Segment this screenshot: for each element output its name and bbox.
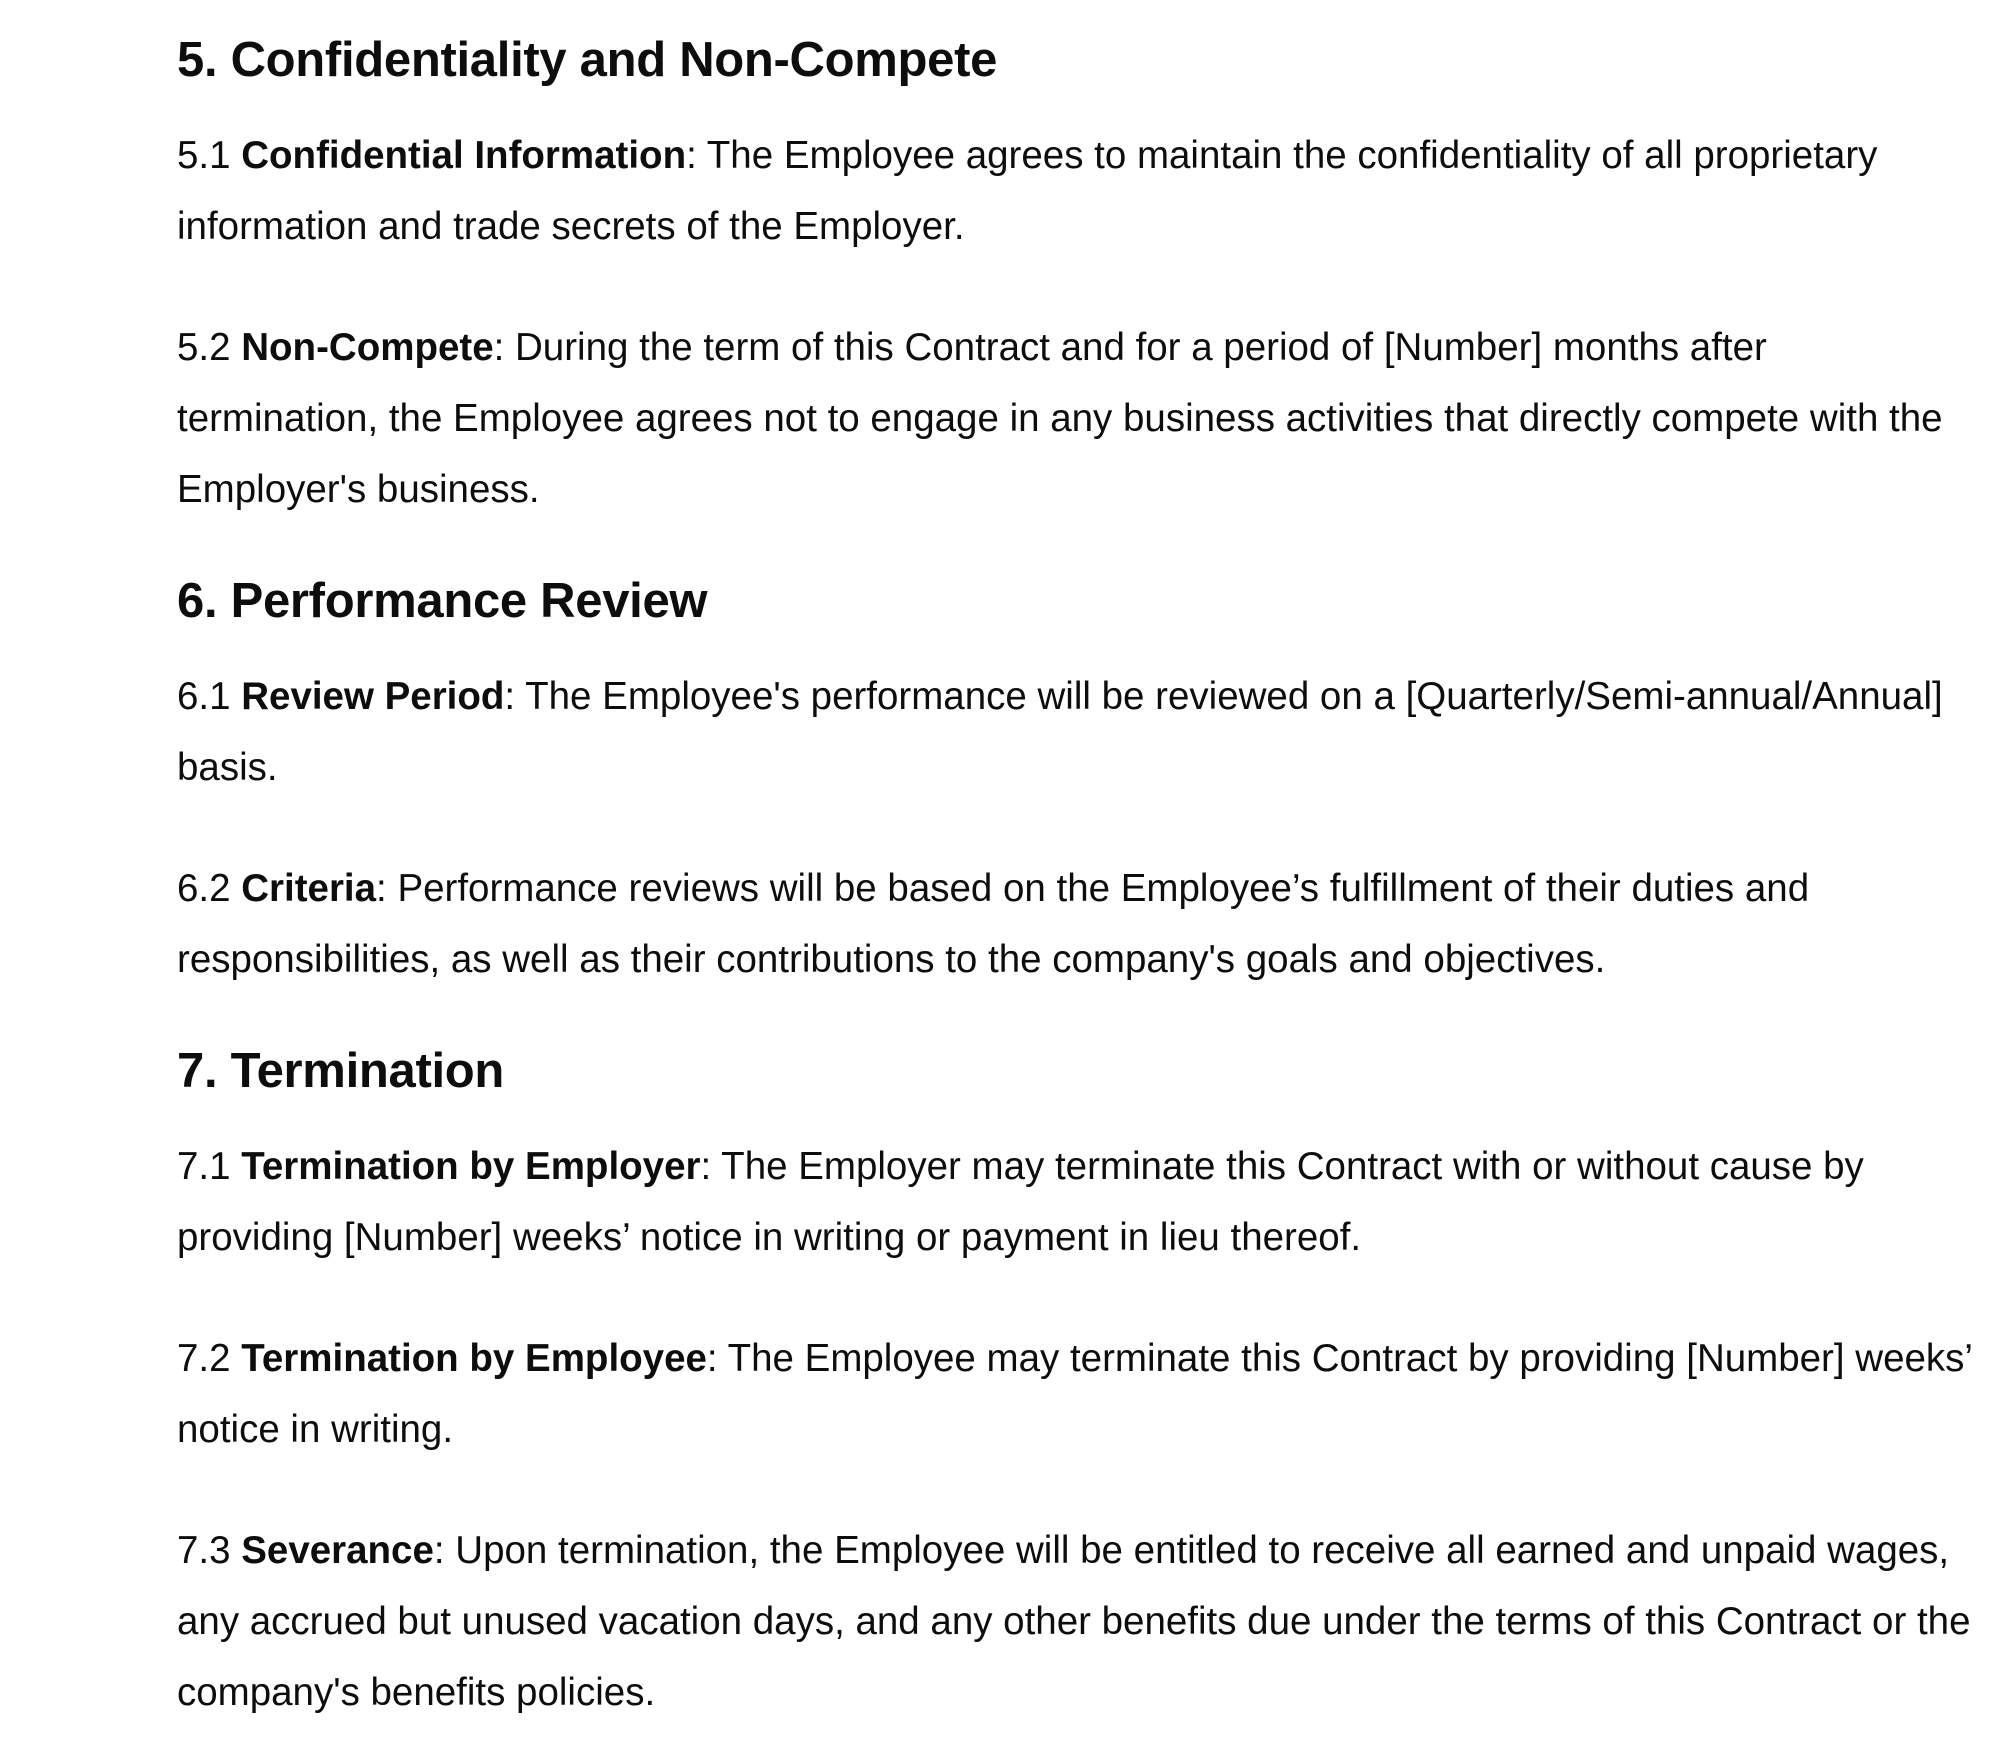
clause-7-1	[177, 1131, 1977, 1273]
clause-number: 5.2	[177, 326, 231, 369]
clause-number: 7.3	[177, 1529, 231, 1572]
clause-term: Review Period	[241, 675, 505, 718]
clause-term: Termination by Employee	[241, 1337, 707, 1380]
clause-6-2	[177, 853, 1977, 995]
section-heading-performance-review: 6. Performance Review	[177, 574, 708, 628]
clause-text: : The Employer may terminate this Contract with or without cause by providing [Number] weeks’ notice in writing or payment in lieu thereof.	[177, 1145, 1864, 1259]
document-body	[177, 0, 1977, 1728]
clause-number: 5.1	[177, 134, 231, 177]
clause-number: 6.1	[177, 675, 231, 718]
clause-term: Criteria	[241, 867, 377, 910]
clause-term: Confidential Information	[241, 134, 687, 177]
clause-5-1	[177, 120, 1977, 262]
clause-text: : Upon termination, the Employee will be entitled to receive all earned and unpaid wages, any accrued but unused vacation days, and any other benefits due under the terms of this Contract or the company's benefits policies.	[177, 1529, 1971, 1714]
clause-7-2	[177, 1323, 1977, 1465]
clause-6-1	[177, 661, 1977, 803]
clause-number: 6.2	[177, 867, 231, 910]
clause-term: Non-Compete	[241, 326, 494, 369]
clause-5-2	[177, 312, 1977, 525]
clause-text: : During the term of this Contract and for a period of [Number] months after termination, the Employee agrees not to engage in any business activities that directly compete with the Employer's business.	[177, 326, 1943, 511]
section-heading-confidentiality: 5. Confidentiality and Non-Compete	[177, 33, 998, 87]
clause-7-3	[177, 1515, 1977, 1728]
section-heading-termination: 7. Termination	[177, 1044, 505, 1098]
clause-term: Severance	[241, 1529, 434, 1572]
clause-term: Termination by Employer	[241, 1145, 701, 1188]
clause-number: 7.2	[177, 1337, 231, 1380]
clause-text: : The Employee may terminate this Contract by providing [Number] weeks’ notice in writing.	[177, 1337, 1972, 1451]
clause-number: 7.1	[177, 1145, 231, 1188]
clause-text: : The Employee agrees to maintain the confidentiality of all proprietary information and trade secrets of the Employer.	[177, 134, 1878, 248]
clause-text: : Performance reviews will be based on the Employee’s fulfillment of their duties and responsibilities, as well as their contributions to the company's goals and objectives.	[177, 867, 1810, 981]
clause-text: : The Employee's performance will be reviewed on a [Quarterly/Semi-annual/Annual] basis.	[177, 675, 1943, 789]
